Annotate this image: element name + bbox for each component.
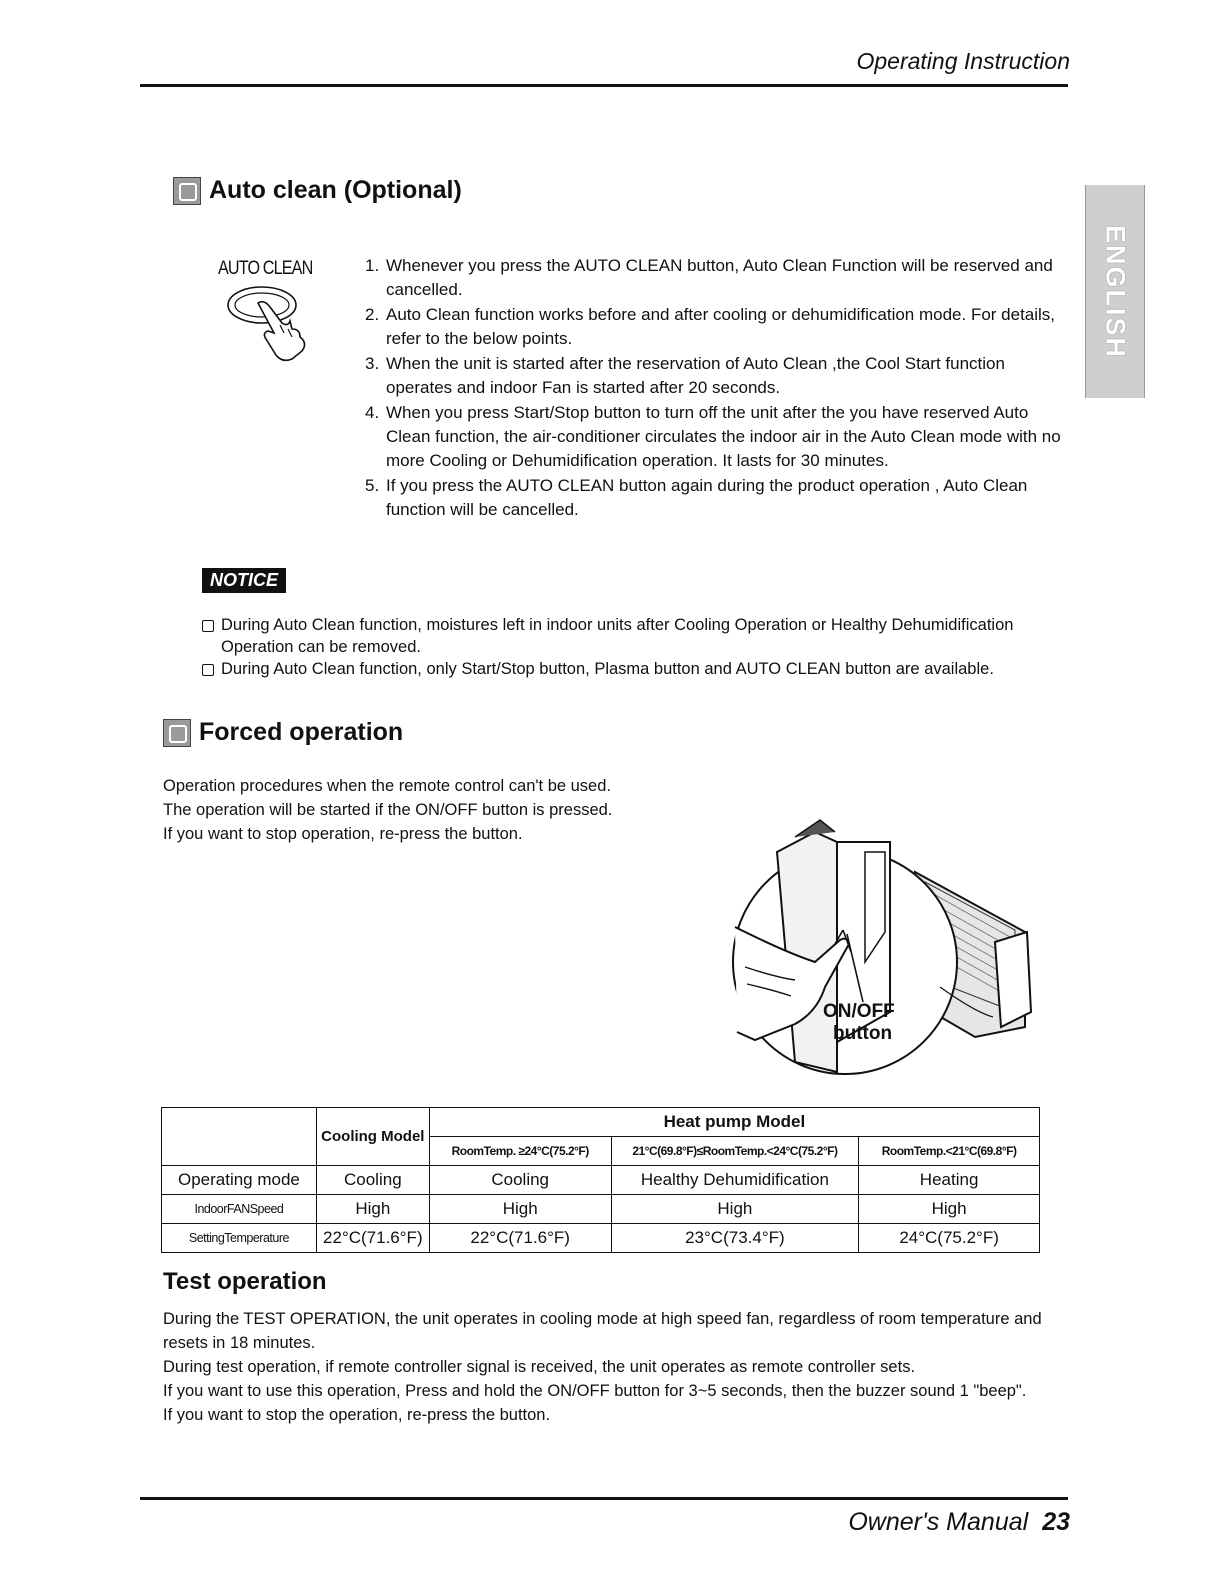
table-cell: 22°C(71.6°F) bbox=[429, 1224, 611, 1253]
forced-operation-title: Forced operation bbox=[199, 718, 404, 746]
table-cell: Heating bbox=[859, 1166, 1040, 1195]
paragraph-line: The operation will be started if the ON/OFF button is pressed. bbox=[163, 801, 613, 819]
notice-notes bbox=[202, 614, 1052, 680]
list-item: 4. When you press Start/Stop button to turn off the unit after the you have reserved Auto Clean function, the air-conditioner circulates the indoor air in the Auto Clean mode with no more Cooling or Dehumidification operation. It lasts for 30 minutes. bbox=[365, 403, 1061, 470]
row-label: Operating mode bbox=[162, 1166, 317, 1195]
table-cell: High bbox=[429, 1195, 611, 1224]
operation-mode-table bbox=[161, 1107, 1040, 1253]
table-cell: High bbox=[859, 1195, 1040, 1224]
list-item: 1. Whenever you press the AUTO CLEAN button, Auto Clean Function will be reserved and cancelled. bbox=[365, 256, 1053, 299]
table-subheader-cell: RoomTemp.<21°C(69.8°F) bbox=[859, 1137, 1040, 1166]
auto-clean-button-label: AUTO CLEAN bbox=[218, 258, 313, 279]
auto-clean-heading bbox=[173, 176, 462, 205]
table-row bbox=[162, 1166, 1040, 1195]
table-subheader-cell: 21°C(69.8°F)≤RoomTemp.<24°C(75.2°F) bbox=[611, 1137, 859, 1166]
paragraph-line: Operation procedures when the remote control can't be used. bbox=[163, 777, 611, 795]
footer-rule bbox=[140, 1497, 1068, 1500]
paragraph-line: If you want to stop operation, re-press the button. bbox=[163, 825, 523, 843]
table-cell: Cooling bbox=[429, 1166, 611, 1195]
list-item: 2. Auto Clean function works before and after cooling or dehumidification mode. For details, refer to the below points. bbox=[365, 305, 1056, 348]
table-cell: High bbox=[611, 1195, 859, 1224]
paragraph-line: During test operation, if remote controller signal is received, the unit operates as remote controller sets. bbox=[163, 1358, 916, 1376]
paragraph-line: If you want to use this operation, Press and hold the ON/OFF button for 3~5 seconds, then the buzzer sound 1 "beep". bbox=[163, 1382, 1027, 1400]
table-subheader-cell: RoomTemp. ≥24°C(75.2°F) bbox=[429, 1137, 611, 1166]
test-operation-title: Test operation bbox=[163, 1268, 327, 1295]
forced-operation-section-icon bbox=[163, 719, 191, 747]
row-label: IndoorFANSpeed bbox=[162, 1195, 317, 1224]
side-tab-label: ENGLISH bbox=[1100, 224, 1131, 359]
heat-pump-model-header: Heat pump Model bbox=[429, 1108, 1039, 1137]
header-rule bbox=[140, 84, 1068, 87]
notice-item: During Auto Clean function, only Start/Stop button, Plasma button and AUTO CLEAN button are available. bbox=[202, 658, 1052, 680]
table-row bbox=[162, 1195, 1040, 1224]
notice-badge: NOTICE bbox=[202, 568, 286, 593]
auto-clean-steps bbox=[365, 254, 1070, 523]
table-cell: Cooling bbox=[316, 1166, 429, 1195]
auto-clean-button-hand-icon bbox=[222, 283, 322, 363]
forced-operation-heading bbox=[163, 718, 403, 747]
table-cell: 23°C(73.4°F) bbox=[611, 1224, 859, 1253]
table-cell: 22°C(71.6°F) bbox=[316, 1224, 429, 1253]
footer-title: Owner's Manual bbox=[848, 1508, 1029, 1536]
paragraph-line: If you want to stop the operation, re-press the button. bbox=[163, 1406, 551, 1424]
list-item: 3. When the unit is started after the reservation of Auto Clean ,the Cool Start function operates and indoor Fan is started after 20 seconds. bbox=[365, 354, 1005, 397]
table-cell: Healthy Dehumidification bbox=[611, 1166, 859, 1195]
footer bbox=[848, 1508, 1070, 1537]
table-cell: 24°C(75.2°F) bbox=[859, 1224, 1040, 1253]
language-side-tab bbox=[1085, 185, 1145, 398]
button-label: button bbox=[833, 1023, 893, 1044]
row-label: SettingTemperature bbox=[162, 1224, 317, 1253]
notice-item: During Auto Clean function, moistures left in indoor units after Cooling Operation or Healthy Dehumidification Operation can be removed. bbox=[202, 614, 1052, 658]
auto-clean-section-icon bbox=[173, 177, 201, 205]
forced-operation-text bbox=[163, 774, 723, 846]
on-off-label: ON/OFF bbox=[823, 1001, 895, 1022]
table-corner-cell bbox=[162, 1108, 317, 1166]
table-cell: High bbox=[316, 1195, 429, 1224]
test-operation-text bbox=[163, 1307, 1063, 1427]
on-off-button-illustration bbox=[725, 812, 1045, 1082]
paragraph-line: During the TEST OPERATION, the unit operates in cooling mode at high speed fan, regardless of room temperature and resets in 18 minutes. bbox=[163, 1310, 1042, 1352]
table-header-row bbox=[162, 1108, 1040, 1137]
auto-clean-title: Auto clean (Optional) bbox=[209, 176, 462, 204]
table-row bbox=[162, 1224, 1040, 1253]
list-item: 5. If you press the AUTO CLEAN button again during the product operation , Auto Clean function will be cancelled. bbox=[365, 476, 1028, 519]
header-title: Operating Instruction bbox=[856, 48, 1070, 74]
cooling-model-header: Cooling Model bbox=[316, 1108, 429, 1166]
page-number: 23 bbox=[1042, 1508, 1070, 1536]
